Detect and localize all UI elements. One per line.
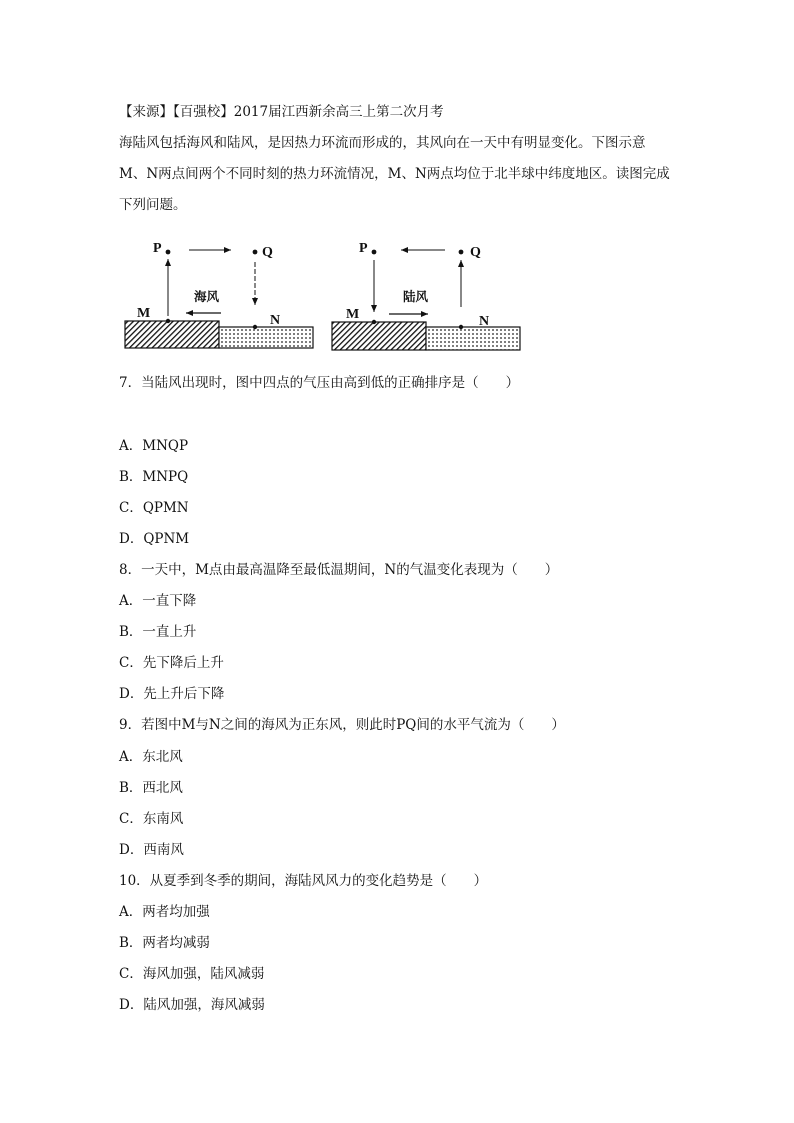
sea-breeze-diagram: [120, 232, 320, 354]
label-m: M: [137, 306, 151, 321]
intro-line-1: 海陆风包括海风和陆风，是因热力环流而形成的，其风向在一天中有明显变化。下图示意: [119, 135, 646, 151]
point-q: [253, 250, 258, 255]
question-10-stem: 10．从夏季到冬季的期间，海陆风风力的变化趋势是（ ）: [119, 873, 488, 889]
point-q: [459, 250, 464, 255]
question-9-option-c: C．东南风: [119, 811, 184, 827]
question-8-stem: 8．一天中，M点由最高温降至最低温期间，N的气温变化表现为（ ）: [119, 562, 559, 578]
source-line: 【来源】【百强校】2017届江西新余高三上第二次月考: [119, 104, 444, 120]
label-q: Q: [262, 245, 273, 260]
question-8-option-c: C．先下降后上升: [119, 655, 224, 671]
land-breeze-diagram: [327, 232, 527, 354]
question-7-option-c: C．QPMN: [119, 500, 189, 516]
label-n: N: [270, 313, 281, 328]
label-m: M: [346, 307, 360, 322]
intro-line-3: 下列问题。: [119, 197, 187, 213]
label-p: P: [153, 241, 162, 256]
land-breeze-label: 陆风: [403, 289, 429, 304]
question-9-option-b: B．西北风: [119, 780, 183, 796]
land-block: [332, 322, 426, 350]
question-8-option-a: A．一直下降: [119, 593, 197, 609]
sea-block: [219, 327, 313, 348]
point-n: [253, 325, 257, 329]
question-7-option-b: B．MNPQ: [119, 469, 189, 485]
question-10-option-a: A．两者均加强: [119, 904, 210, 920]
point-n: [459, 325, 463, 329]
intro-line-2: M、N两点间两个不同时刻的热力环流情况，M、N两点均位于北半球中纬度地区。读图完成: [119, 166, 670, 182]
land-breeze-svg: [327, 232, 527, 354]
question-7-option-d: D．QPNM: [119, 531, 190, 547]
sea-breeze-label: 海风: [194, 289, 220, 304]
question-9-option-d: D．西南风: [119, 842, 184, 858]
point-p: [372, 250, 377, 255]
point-p: [166, 250, 171, 255]
question-10-option-c: C．海风加强，陆风减弱: [119, 966, 265, 982]
point-m: [372, 320, 376, 324]
question-7-option-a: A．MNQP: [119, 438, 189, 454]
question-10-option-b: B．两者均减弱: [119, 935, 210, 951]
sea-block: [426, 327, 520, 350]
question-8-option-b: B．一直上升: [119, 624, 197, 640]
label-n: N: [479, 314, 490, 329]
sea-breeze-svg: [120, 232, 320, 354]
label-q: Q: [470, 245, 481, 260]
question-8-option-d: D．先上升后下降: [119, 686, 225, 702]
point-m: [166, 319, 170, 323]
question-7-stem: 7．当陆风出现时，图中四点的气压由高到低的正确排序是（ ）: [119, 375, 520, 391]
land-block: [125, 321, 219, 348]
question-9-option-a: A．东北风: [119, 749, 183, 765]
question-9-stem: 9．若图中M与N之间的海风为正东风，则此时PQ间的水平气流为（ ）: [119, 717, 565, 733]
question-10-option-d: D．陆风加强，海风减弱: [119, 997, 265, 1013]
label-p: P: [359, 241, 368, 256]
